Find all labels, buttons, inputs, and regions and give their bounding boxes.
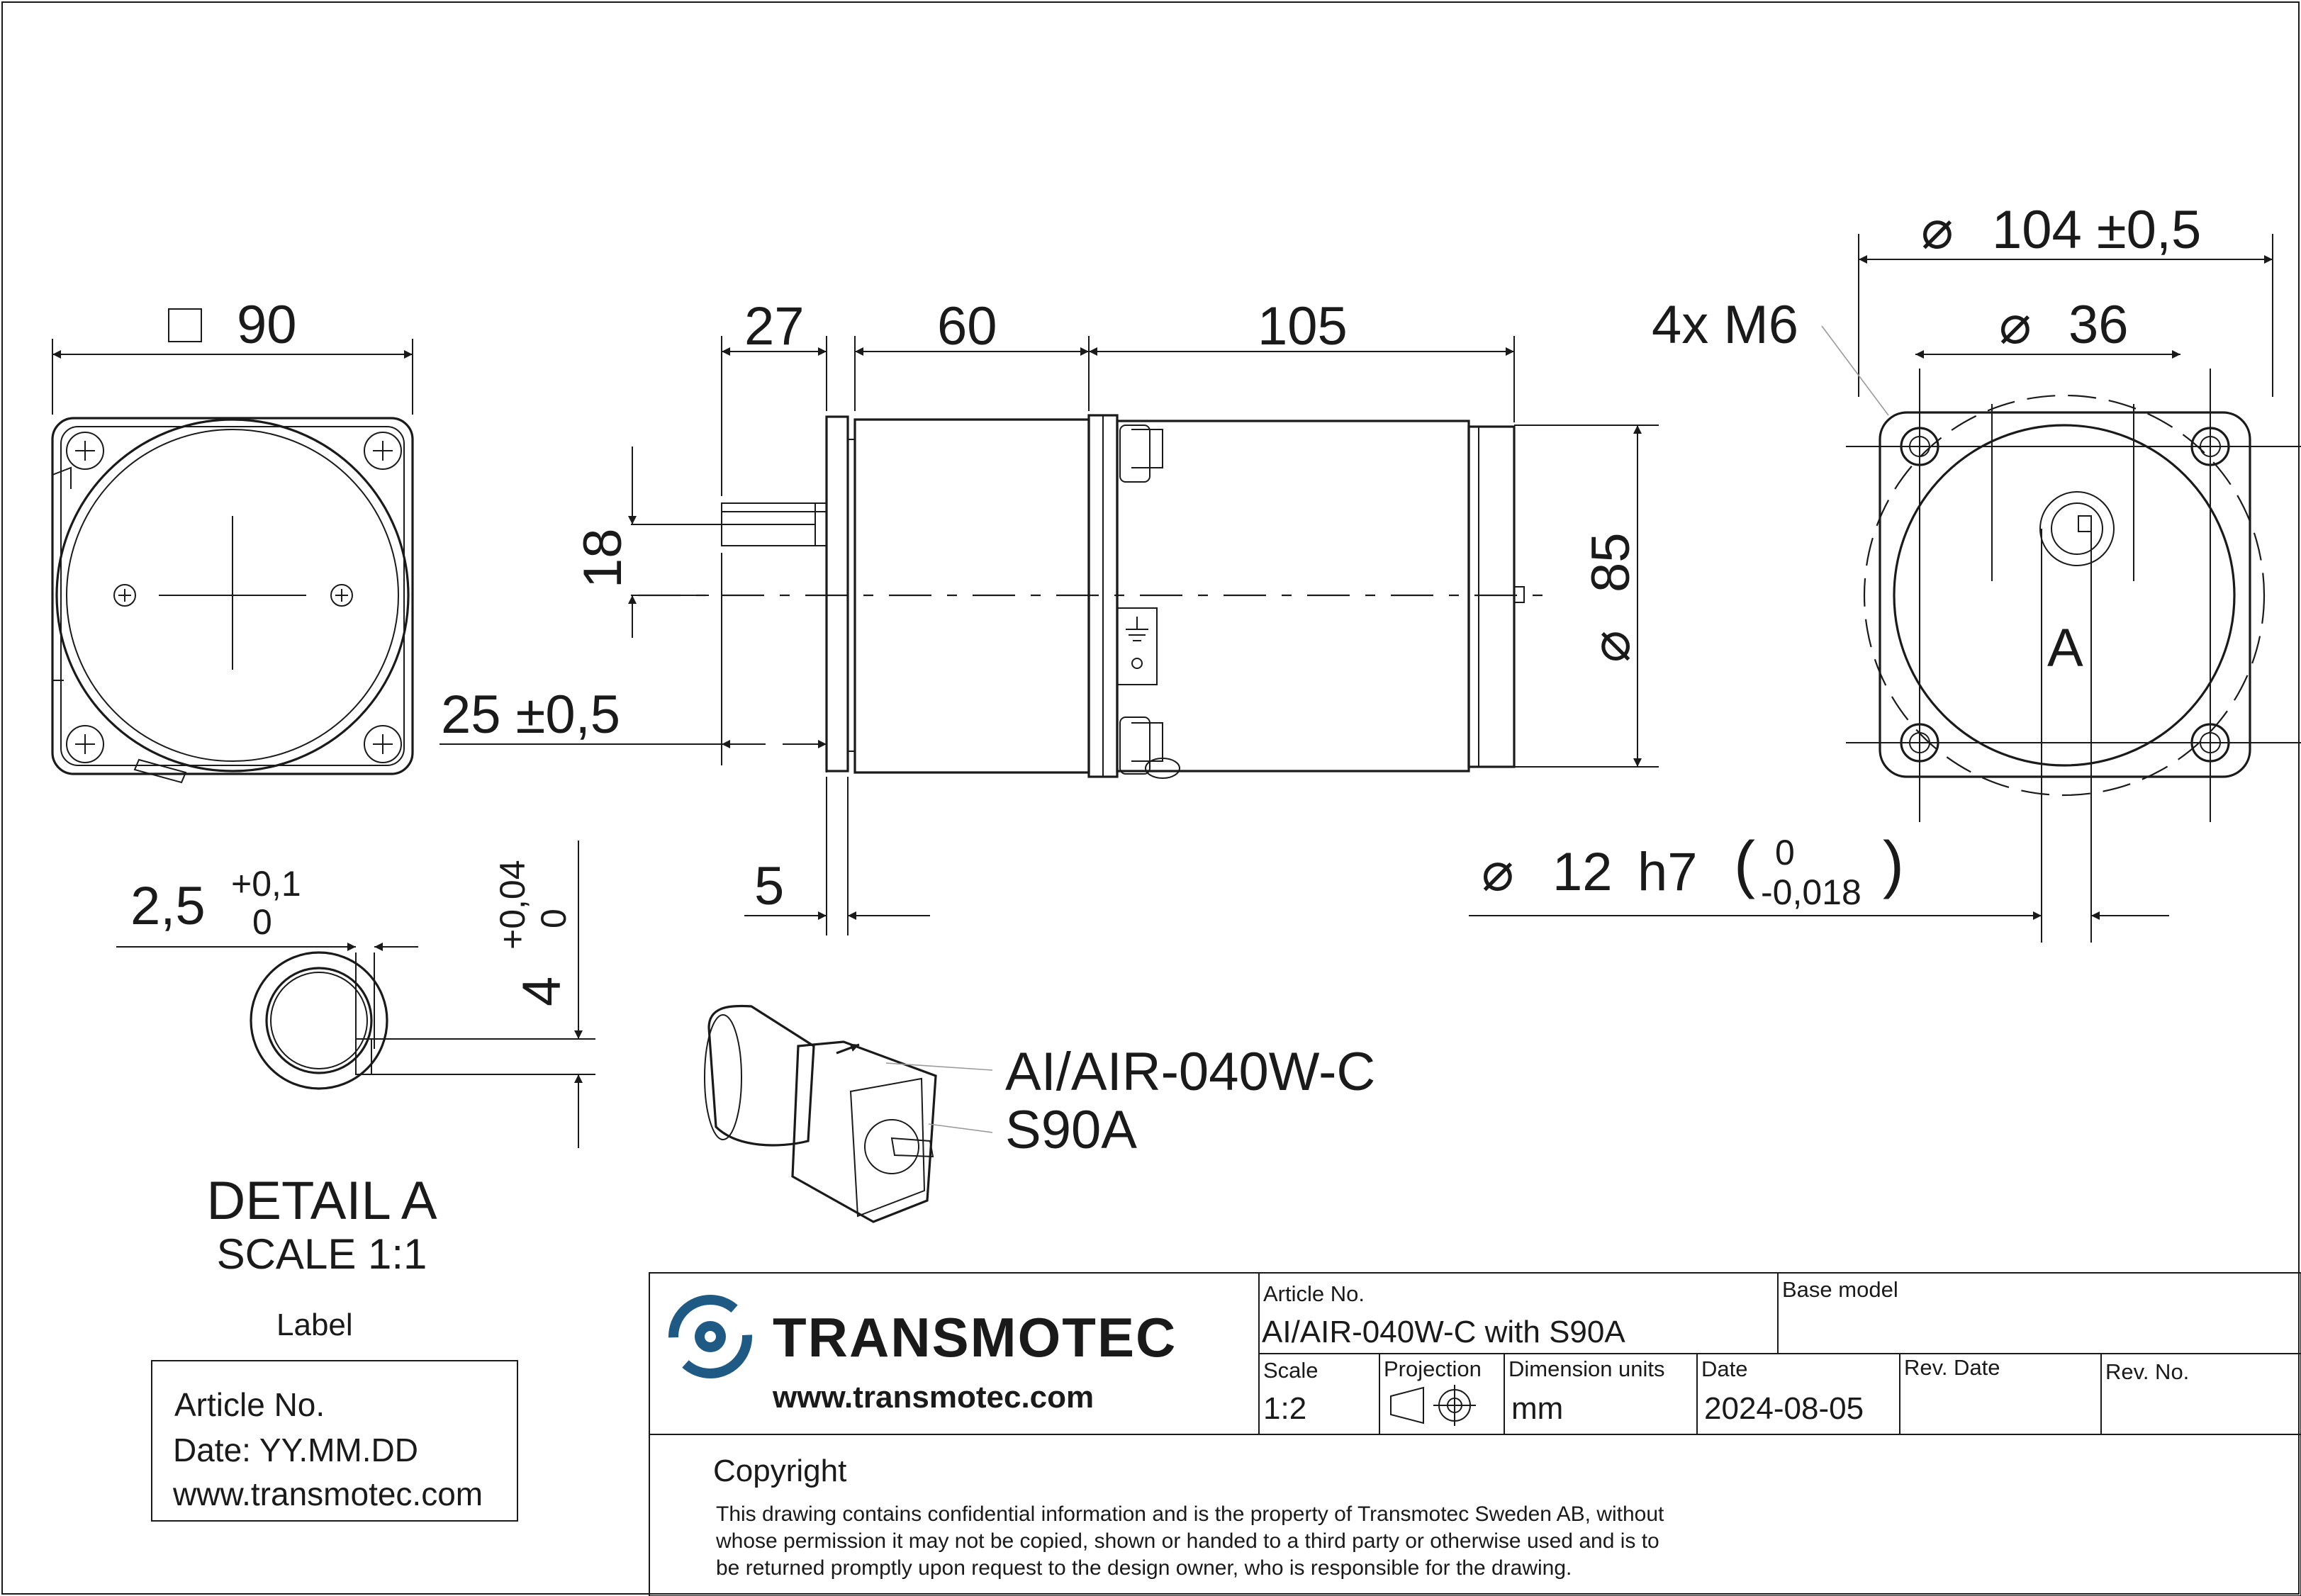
square-symbol bbox=[169, 309, 201, 342]
tolerance-paren-close: ) bbox=[1883, 829, 1904, 900]
transmotec-logo bbox=[673, 1300, 1177, 1373]
label-line: Date: YY.MM.DD bbox=[173, 1432, 418, 1468]
company-name: TRANSMOTEC bbox=[773, 1306, 1177, 1369]
dim-diameter-symbol: ⌀ bbox=[1581, 630, 1641, 663]
side-view bbox=[440, 296, 1659, 935]
dim-12-tol-lower: -0,018 bbox=[1761, 872, 1861, 912]
date-label: Date bbox=[1701, 1356, 1748, 1381]
dim-105: 105 bbox=[1258, 296, 1348, 356]
dim-5: 5 bbox=[754, 856, 785, 916]
detail-depth-tol-upper: +0,04 bbox=[493, 860, 532, 950]
copyright-line: be returned promptly upon request to the design owner, who is responsible for the drawing. bbox=[716, 1556, 1572, 1580]
dimension-units: mm bbox=[1511, 1391, 1564, 1426]
copyright-line: This drawing contains confidential information and is the property of Transmotec Sweden AB, without bbox=[716, 1502, 1664, 1526]
mounting-hole bbox=[1901, 428, 2229, 761]
projection-symbol-icon bbox=[1391, 1385, 1476, 1426]
scale-label: Scale bbox=[1263, 1358, 1319, 1383]
detail-title: DETAIL A bbox=[206, 1171, 437, 1231]
scale-value: 1:2 bbox=[1263, 1391, 1307, 1426]
detail-a bbox=[116, 841, 595, 1278]
dim-60: 60 bbox=[937, 296, 997, 356]
copyright-title: Copyright bbox=[713, 1454, 847, 1488]
projection-label: Projection bbox=[1384, 1356, 1482, 1381]
article-no: AI/AIR-040W-C with S90A bbox=[1262, 1315, 1625, 1349]
label-line: www.transmotec.com bbox=[173, 1476, 483, 1512]
detail-key-tol-upper: +0,1 bbox=[231, 864, 301, 904]
company-website: www.transmotec.com bbox=[773, 1380, 1094, 1415]
detail-key-width: 2,5 bbox=[130, 876, 206, 936]
date-value: 2024-08-05 bbox=[1704, 1391, 1864, 1426]
dim-12: 12 bbox=[1552, 842, 1613, 902]
dimension-units-label: Dimension units bbox=[1508, 1356, 1665, 1381]
dim-27: 27 bbox=[744, 296, 805, 356]
dim-36: 36 bbox=[2068, 295, 2129, 355]
front-view bbox=[52, 295, 413, 782]
copyright-line: whose permission it may not be copied, shown or handed to a third party or otherwise used and is to bbox=[716, 1529, 1659, 1553]
detail-depth-tol-lower: 0 bbox=[534, 909, 573, 928]
tolerance-paren-open: ( bbox=[1734, 829, 1755, 900]
callout-gearbox: S90A bbox=[1005, 1100, 1137, 1160]
dim-104: 104 ±0,5 bbox=[1992, 200, 2202, 260]
base-model-label: Base model bbox=[1782, 1277, 1898, 1302]
dim-12-fit: h7 bbox=[1637, 842, 1698, 902]
detail-scale: SCALE 1:1 bbox=[216, 1230, 427, 1278]
label-caption: Label bbox=[276, 1308, 353, 1342]
dim-12-tol-upper: 0 bbox=[1775, 833, 1795, 872]
dim-104-symbol: ⌀ bbox=[1921, 200, 1954, 260]
detail-key-tol-lower: 0 bbox=[252, 902, 272, 942]
front-screw bbox=[67, 432, 401, 763]
article-no-label: Article No. bbox=[1263, 1281, 1365, 1306]
dim-90: 90 bbox=[237, 295, 297, 355]
label-4x-m6: 4x M6 bbox=[1652, 295, 1798, 355]
label-line: Article No. bbox=[174, 1386, 325, 1423]
title-block bbox=[649, 1273, 2301, 1596]
label-box bbox=[152, 1308, 517, 1521]
dim-85: 85 bbox=[1581, 532, 1641, 592]
dim-25: 25 ±0,5 bbox=[441, 685, 621, 745]
dim-18: 18 bbox=[573, 528, 633, 588]
section-marker-a: A bbox=[2047, 618, 2083, 678]
detail-key-depth: 4 bbox=[512, 976, 572, 1006]
rev-date-label: Rev. Date bbox=[1904, 1355, 2000, 1380]
dim-12-symbol: ⌀ bbox=[1482, 842, 1514, 902]
dim-36-symbol: ⌀ bbox=[1999, 295, 2032, 355]
rev-no-label: Rev. No. bbox=[2105, 1359, 2190, 1384]
isometric-view bbox=[705, 1006, 1375, 1222]
callout-motor: AI/AIR-040W-C bbox=[1005, 1042, 1376, 1102]
